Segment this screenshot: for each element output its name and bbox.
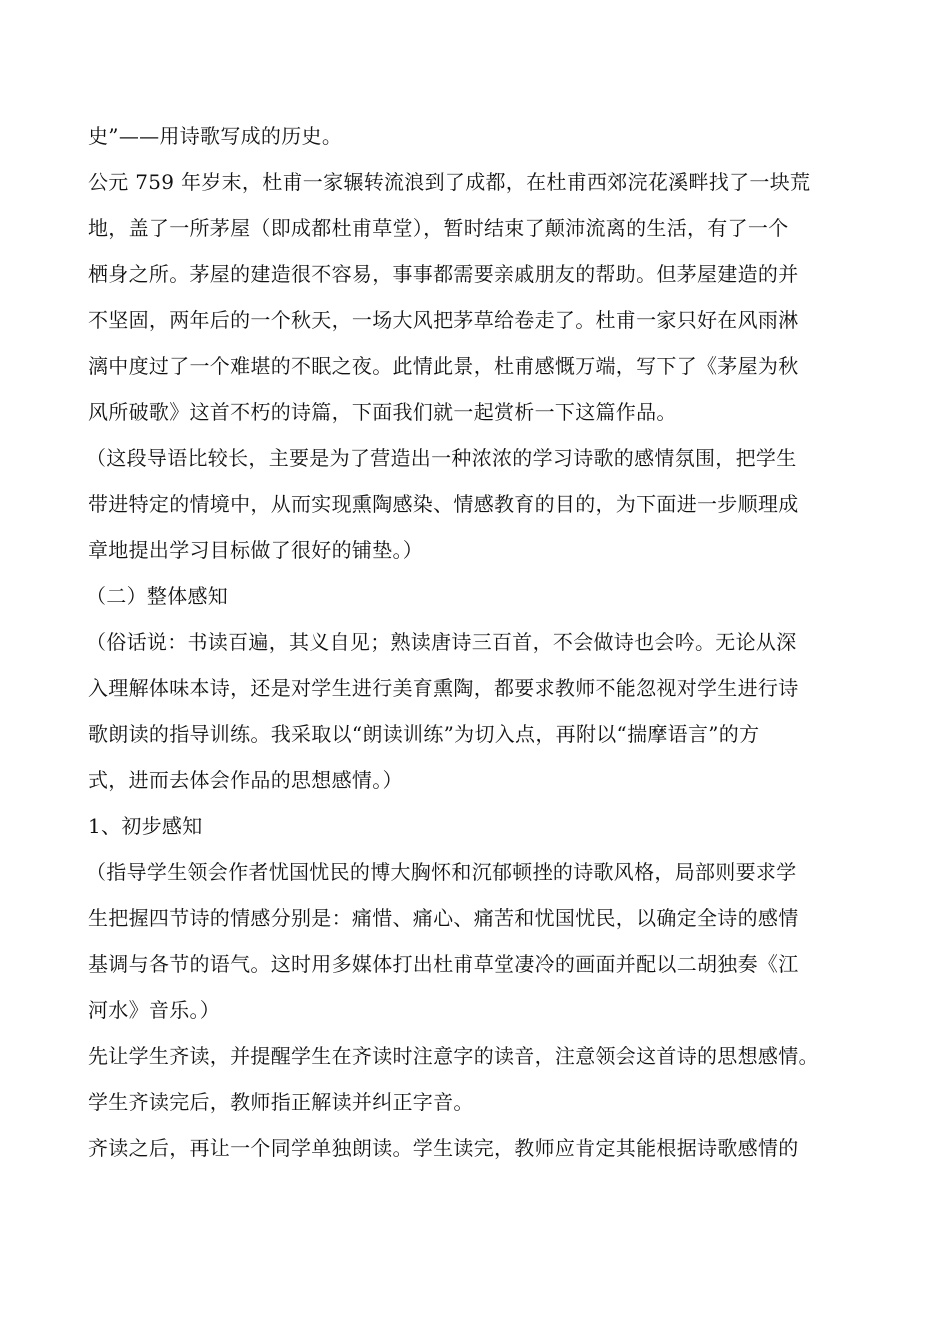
text-line: 章地提出学习目标做了很好的铺垫。） [88, 538, 424, 562]
text-line: 先让学生齐读，并提醒学生在齐读时注意字的读音，注意领会这首诗的思想感情。 [88, 1044, 819, 1068]
text-line: 入理解体味本诗，还是对学生进行美育熏陶，都要求教师不能忽视对学生进行诗 [88, 676, 799, 700]
text-line: 风所破歌》这首不朽的诗篇，下面我们就一起赏析一下这篇作品。 [88, 400, 677, 424]
document-body [88, 113, 878, 1171]
subsection-heading: 1、初步感知 [88, 814, 203, 838]
text-line: 带进特定的情境中，从而实现熏陶感染、情感教育的目的，为下面进一步顺理成 [88, 492, 799, 516]
text-line: 史”——用诗歌写成的历史。 [88, 124, 343, 148]
text-line: （这段导语比较长，主要是为了营造出一种浓浓的学习诗歌的感情氛围，把学生 [86, 446, 797, 470]
text-line: 河水》音乐。） [88, 998, 221, 1022]
text-line: 地，盖了一所茅屋（即成都杜甫草堂），暂时结束了颠沛流离的生活，有了一个 [88, 216, 789, 240]
text-line: 生把握四节诗的情感分别是：痛惜、痛心、痛苦和忧国忧民，以确定全诗的感情 [88, 906, 799, 930]
text-line: 公元 759 年岁末，杜甫一家辗转流浪到了成都，在杜甫西郊浣花溪畔找了一块荒 [88, 170, 811, 194]
text-line: （指导学生领会作者忧国忧民的博大胸怀和沉郁顿挫的诗歌风格，局部则要求学 [86, 860, 797, 884]
text-line: 不坚固，两年后的一个秋天，一场大风把茅草给卷走了。杜甫一家只好在风雨淋 [88, 308, 799, 332]
text-line: 基调与各节的语气。这时用多媒体打出杜甫草堂凄冷的画面并配以二胡独奏《江 [88, 952, 799, 976]
section-heading: （二）整体感知 [86, 584, 229, 608]
text-line: 栖身之所。茅屋的建造很不容易，事事都需要亲戚朋友的帮助。但茅屋建造的并 [88, 262, 799, 286]
text-line: 歌朗读的指导训练。我采取以“朗读训练”为切入点，再附以“揣摩语言”的方 [88, 722, 760, 746]
text-line: 齐读之后，再让一个同学单独朗读。学生读完，教师应肯定其能根据诗歌感情的 [88, 1136, 799, 1160]
text-line: 漓中度过了一个难堪的不眠之夜。此情此景，杜甫感慨万端，写下了《茅屋为秋 [88, 354, 799, 378]
text-line: （俗话说：书读百遍，其义自见；熟读唐诗三百首，不会做诗也会吟。无论从深 [86, 630, 797, 654]
text-line: 学生齐读完后，教师指正解读并纠正字音。 [88, 1090, 474, 1114]
text-line: 式，进而去体会作品的思想感情。） [88, 768, 403, 792]
